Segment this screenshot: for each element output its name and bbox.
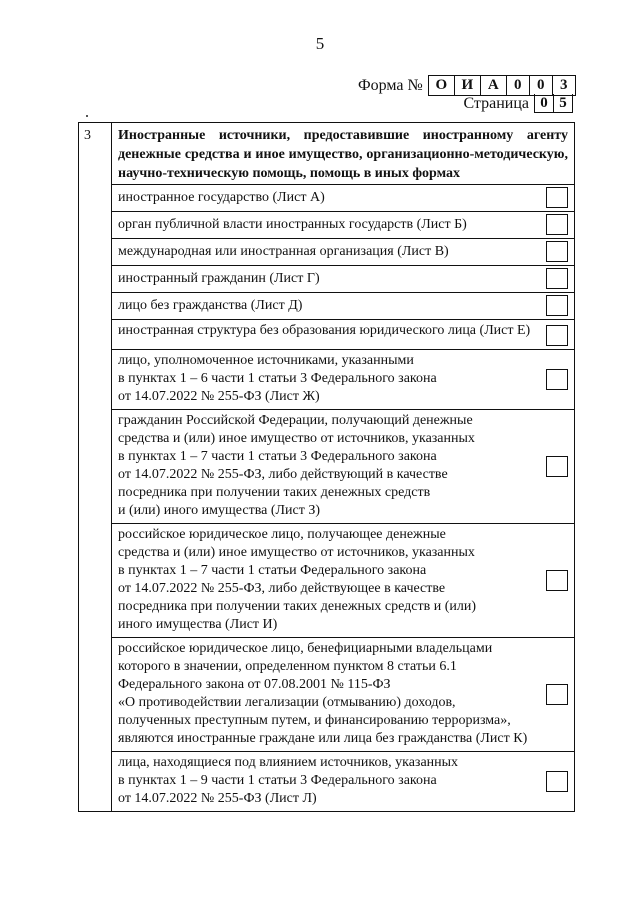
form-code-cell: О [435,77,448,93]
option-item [112,293,574,319]
form-number [358,75,576,96]
option-checkbox[interactable] [546,187,568,208]
option-item [112,239,574,265]
option-item [112,410,574,523]
option-checkbox[interactable] [546,570,568,591]
sheet-number-label: Страница [463,94,529,112]
option-row [79,752,575,812]
option-checkbox[interactable] [546,214,568,235]
option-row [79,320,575,350]
option-row [79,266,575,293]
option-cell [112,320,575,350]
form-code-cell: 0 [529,76,552,95]
option-item [112,266,574,292]
option-item [112,212,574,238]
option-cell [112,638,575,752]
option-cell [112,185,575,212]
option-label: лицо без гражданства (Лист Д) [118,297,303,313]
option-label: лица, находящиеся под влиянием источников, указанных в пунктах 1 – 9 части 1 статьи 3 Федерального закона от 14.07.2022 № 255-ФЗ (Лист Л) [118,755,459,806]
section-title: Иностранные источники, предоставившие иностранному агенту денежные средства и иное имущество, организационно-методическую, научно-техническую помощь, помощь в иных формах [112,123,575,185]
option-cell [112,212,575,239]
option-cell [112,239,575,266]
option-row [79,212,575,239]
option-row [79,350,575,410]
form-number-label: Форма № [358,76,423,94]
option-row [79,410,575,524]
option-checkbox[interactable] [546,456,568,477]
form-code-cell: 3 [552,76,575,95]
sheet-number [463,94,573,113]
option-checkbox[interactable] [546,268,568,289]
option-checkbox[interactable] [546,325,568,346]
section-table [78,122,575,812]
section-header-row [79,123,575,185]
option-item [112,524,574,637]
section-number: 3 [79,123,112,812]
option-item [112,638,574,751]
option-label: российское юридическое лицо, получающее денежные средства и (или) иное имущество от источников, указанных в пунктах 1 – 7 части 1 статьи Федерального закона от 14.07.2022 № 255-ФЗ, либо действующее в качестве посредника при получении таких денежных средств и (или) иного имущества (Лист И) [118,527,477,632]
option-item [112,350,574,409]
sheet-code-cell: 5 [553,94,572,112]
option-checkbox[interactable] [546,295,568,316]
option-row [79,524,575,638]
option-row [79,638,575,752]
option-label: иностранное государство (Лист А) [118,189,325,205]
option-cell [112,350,575,410]
option-row [79,239,575,266]
form-code-cell: И [454,76,480,95]
option-row [79,185,575,212]
option-checkbox[interactable] [546,241,568,262]
option-checkbox[interactable] [546,684,568,705]
form-code-cell: 0 [506,76,529,95]
option-label: гражданин Российской Федерации, получающий денежные средства и (или) иное имущество от источников, указанных в пунктах 1 – 7 части 1 статьи 3 Федерального закона от 14.07.2022 № 255-ФЗ, либо действующий в качестве посредника при получении таких денежных средств и (или) иного имущества (Лист З) [118,413,475,518]
form-code-cells [428,75,576,96]
option-label: иностранный гражданин (Лист Г) [118,270,320,286]
option-label: международная или иностранная организация (Лист В) [118,243,449,259]
option-label: орган публичной власти иностранных государств (Лист Б) [118,216,467,232]
sheet-code-cell: 0 [540,94,548,111]
option-row [79,293,575,320]
option-cell [112,410,575,524]
option-checkbox[interactable] [546,369,568,390]
option-label: лицо, уполномоченное источниками, указанными в пунктах 1 – 6 части 1 статьи 3 Федерального закона от 14.07.2022 № 255-ФЗ (Лист Ж) [118,353,437,404]
page-number: 5 [315,34,325,53]
option-label: российское юридическое лицо, бенефициарными владельцами которого в значении, определенном пунктом 8 статьи 6.1 Федерального закона от 07.08.2001 № 115-ФЗ «О противодействии легализации (отмыванию) доходов, полученных преступным путем, и финансированию терроризма», являются иностранные граждане или лица без гражданства (Лист К) [118,641,528,746]
option-item [112,185,574,211]
option-cell [112,266,575,293]
option-label: иностранная структура без образования юридического лица (Лист Е) [118,323,531,338]
sheet-code-cells [534,94,573,113]
option-cell [112,752,575,812]
option-checkbox[interactable] [546,771,568,792]
option-cell [112,524,575,638]
option-item [112,752,574,811]
form-code-cell: А [480,76,506,95]
option-item [112,320,574,349]
scan-mark [86,115,88,117]
option-cell [112,293,575,320]
